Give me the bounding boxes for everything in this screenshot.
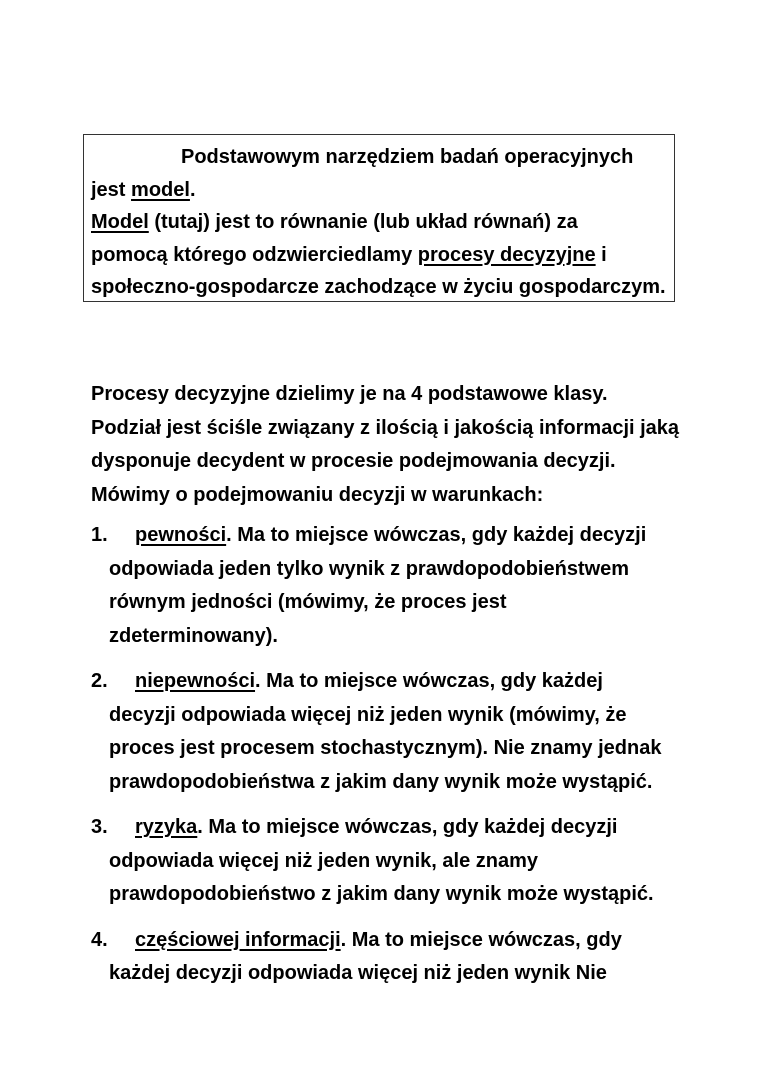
list-first-line-rest: . Ma to miejsce wówczas, gdy każdej [255, 670, 603, 692]
list-line: zdeterminowany). [109, 624, 278, 647]
definition-line-2-post: . [189, 178, 196, 201]
definition-line-4 [91, 239, 674, 272]
list-line: prawdopodobieństwo z jakim dany wynik może wystąpić. [109, 883, 654, 905]
list-first-line-rest: . Ma to miejsce wówczas, gdy każdej decyzji [226, 524, 647, 546]
list-first-line [91, 924, 691, 958]
term-model: model [131, 178, 190, 201]
list-first-line-rest: . Ma to miejsce wówczas, gdy [340, 928, 622, 951]
list-item [91, 811, 691, 912]
list-number: 1. [91, 524, 108, 546]
intro-line: Procesy decyzyjne dzielimy je na 4 podstawowe klasy. [91, 383, 608, 405]
list-line: proces jest procesem stochastycznym). Nie znamy jednak [109, 737, 662, 759]
list-term: pewności [135, 524, 227, 546]
intro-line: Podział jest ściśle związany z ilością i jakością informacji jaką [91, 416, 680, 439]
list-first-line [91, 519, 691, 553]
list-line: prawdopodobieństwa z jakim dany wynik może wystąpić. [109, 770, 653, 793]
definition-line-3 [91, 206, 674, 239]
list-item [91, 665, 691, 799]
list-line: każdej decyzji odpowiada więcej niż jeden wynik Nie [109, 962, 607, 984]
list-first-line [91, 811, 691, 845]
list-term: ryzyka [135, 816, 198, 838]
definition-line-1: Podstawowym narzędziem badań operacyjnych [181, 146, 634, 168]
term-model-2: Model [91, 211, 149, 233]
list-first-line-rest: . Ma to miejsce wówczas, gdy każdej decyzji [197, 816, 618, 838]
definition-line-3-post: (tutaj) jest to równanie (lub układ równań) za [148, 211, 578, 233]
definition-box [83, 134, 675, 302]
definition-line-5: społeczno-gospodarcze zachodzące w życiu gospodarczym. [91, 276, 666, 298]
list-number: 2. [91, 670, 108, 692]
conditions-list [91, 519, 691, 1003]
definition-line-4-post: i [595, 243, 607, 266]
list-line: decyzji odpowiada więcej niż jeden wynik (mówimy, że [109, 703, 627, 726]
list-item [91, 519, 691, 653]
list-line: odpowiada jeden tylko wynik z prawdopodobieństwem [109, 557, 630, 580]
list-line: równym jedności (mówimy, że proces jest [109, 591, 507, 613]
intro-paragraph [91, 378, 679, 512]
list-item [91, 924, 691, 991]
definition-line-2 [91, 174, 674, 207]
list-first-line [91, 665, 691, 699]
list-number: 4. [91, 928, 108, 951]
list-number: 3. [91, 816, 108, 838]
list-term: częściowej informacji [135, 928, 341, 951]
intro-line: dysponuje decydent w procesie podejmowania decyzji. [91, 450, 616, 472]
list-term: niepewności [135, 670, 256, 692]
definition-line-2-pre: jest [91, 178, 132, 201]
term-procesy-decyzyjne: procesy decyzyjne [417, 243, 596, 266]
intro-line: Mówimy o podejmowaniu decyzji w warunkach: [91, 483, 544, 506]
definition-line-4-pre: pomocą którego odzwierciedlamy [91, 243, 418, 266]
list-line: odpowiada więcej niż jeden wynik, ale znamy [109, 849, 539, 872]
